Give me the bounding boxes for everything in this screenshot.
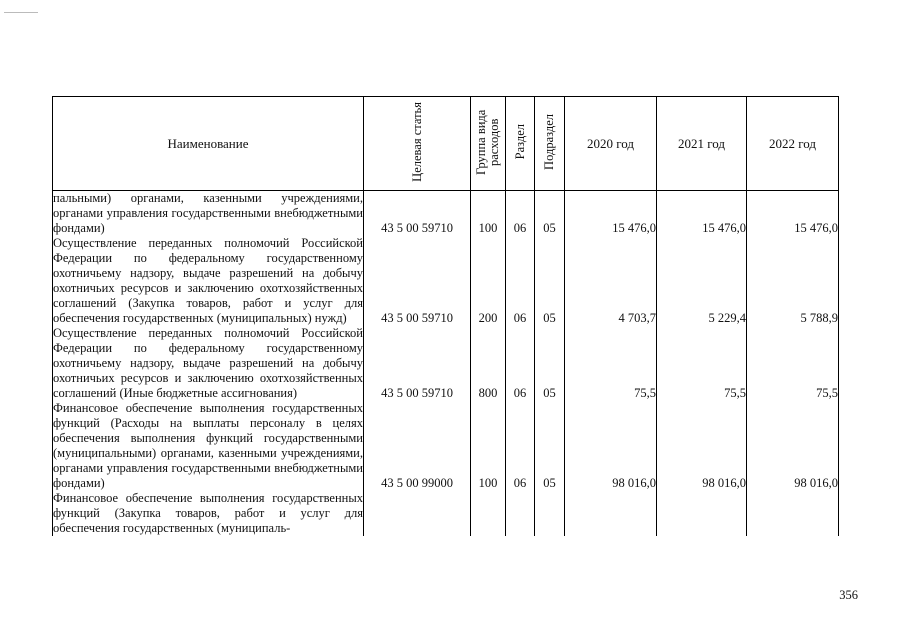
row-expense-group [471, 491, 506, 536]
row-section: 06 [506, 191, 535, 237]
table-row [53, 236, 839, 326]
row-amount-2022: 15 476,0 [747, 191, 839, 237]
row-target-article: 43 5 00 99000 [364, 401, 471, 491]
row-amount-2020: 4 703,7 [565, 236, 657, 326]
row-amount-2020: 75,5 [565, 326, 657, 401]
row-name: Осуществление переданных полномочий Российской Федерации по федеральному государственному охотничьему надзору, выдаче разрешений на добычу охотничьих ресурсов и заключению охотхозяйственных соглашений (Закупка товаров, работ и услуг для обеспечения государственных (муниципальных) нужд) [53, 236, 363, 325]
row-section: 06 [506, 401, 535, 491]
header-year-2022: 2022 год [747, 97, 839, 191]
row-expense-group: 200 [471, 236, 506, 326]
row-amount-2021 [657, 491, 747, 536]
row-name: Финансовое обеспечение выполнения государственных функций (Закупка товаров, работ и услуг для обеспечения государственных (муниципаль- [53, 491, 363, 535]
table-header-row [53, 97, 839, 191]
row-name: пальными) органами, казенными учреждениями, органами управления государственными внебюджетными фондами) [53, 191, 363, 235]
header-name: Наименование [53, 97, 364, 191]
row-amount-2021: 75,5 [657, 326, 747, 401]
row-amount-2020: 15 476,0 [565, 191, 657, 237]
row-subsection: 05 [535, 191, 565, 237]
table-row [53, 191, 839, 237]
table-row [53, 401, 839, 491]
row-name: Финансовое обеспечение выполнения государственных функций (Расходы на выплаты персоналу в целях обеспечения выполнения функций государственными (муниципальными) органами, казенными учреждениями, органами управления государственными внебюджетными фондами) [53, 401, 363, 490]
scan-artifact-line [4, 12, 38, 13]
row-amount-2022: 75,5 [747, 326, 839, 401]
header-subsection: Подраздел [535, 97, 565, 191]
row-section: 06 [506, 236, 535, 326]
header-target-article: Целевая статья [364, 97, 471, 191]
row-section [506, 491, 535, 536]
row-expense-group: 100 [471, 401, 506, 491]
row-section: 06 [506, 326, 535, 401]
row-subsection: 05 [535, 326, 565, 401]
row-amount-2021: 5 229,4 [657, 236, 747, 326]
row-target-article: 43 5 00 59710 [364, 191, 471, 237]
row-amount-2022 [747, 491, 839, 536]
header-year-2021: 2021 год [657, 97, 747, 191]
page-number: 356 [839, 588, 858, 602]
table-row [53, 326, 839, 401]
row-subsection [535, 491, 565, 536]
header-expense-group: Группа вида расходов [471, 97, 506, 191]
row-target-article: 43 5 00 59710 [364, 236, 471, 326]
row-amount-2021: 15 476,0 [657, 191, 747, 237]
row-expense-group: 100 [471, 191, 506, 237]
row-subsection: 05 [535, 401, 565, 491]
row-amount-2022: 98 016,0 [747, 401, 839, 491]
row-amount-2022: 5 788,9 [747, 236, 839, 326]
row-target-article [364, 491, 471, 536]
budget-table [52, 96, 839, 536]
row-expense-group: 800 [471, 326, 506, 401]
row-amount-2020: 98 016,0 [565, 401, 657, 491]
row-target-article: 43 5 00 59710 [364, 326, 471, 401]
table-row [53, 491, 839, 536]
row-name: Осуществление переданных полномочий Российской Федерации по федеральному государственному охотничьему надзору, выдаче разрешений на добычу охотничьих ресурсов и заключению охотхозяйственных соглашений (Иные бюджетные ассигнования) [53, 326, 363, 400]
row-amount-2020 [565, 491, 657, 536]
row-amount-2021: 98 016,0 [657, 401, 747, 491]
row-subsection: 05 [535, 236, 565, 326]
header-year-2020: 2020 год [565, 97, 657, 191]
header-section: Раздел [506, 97, 535, 191]
